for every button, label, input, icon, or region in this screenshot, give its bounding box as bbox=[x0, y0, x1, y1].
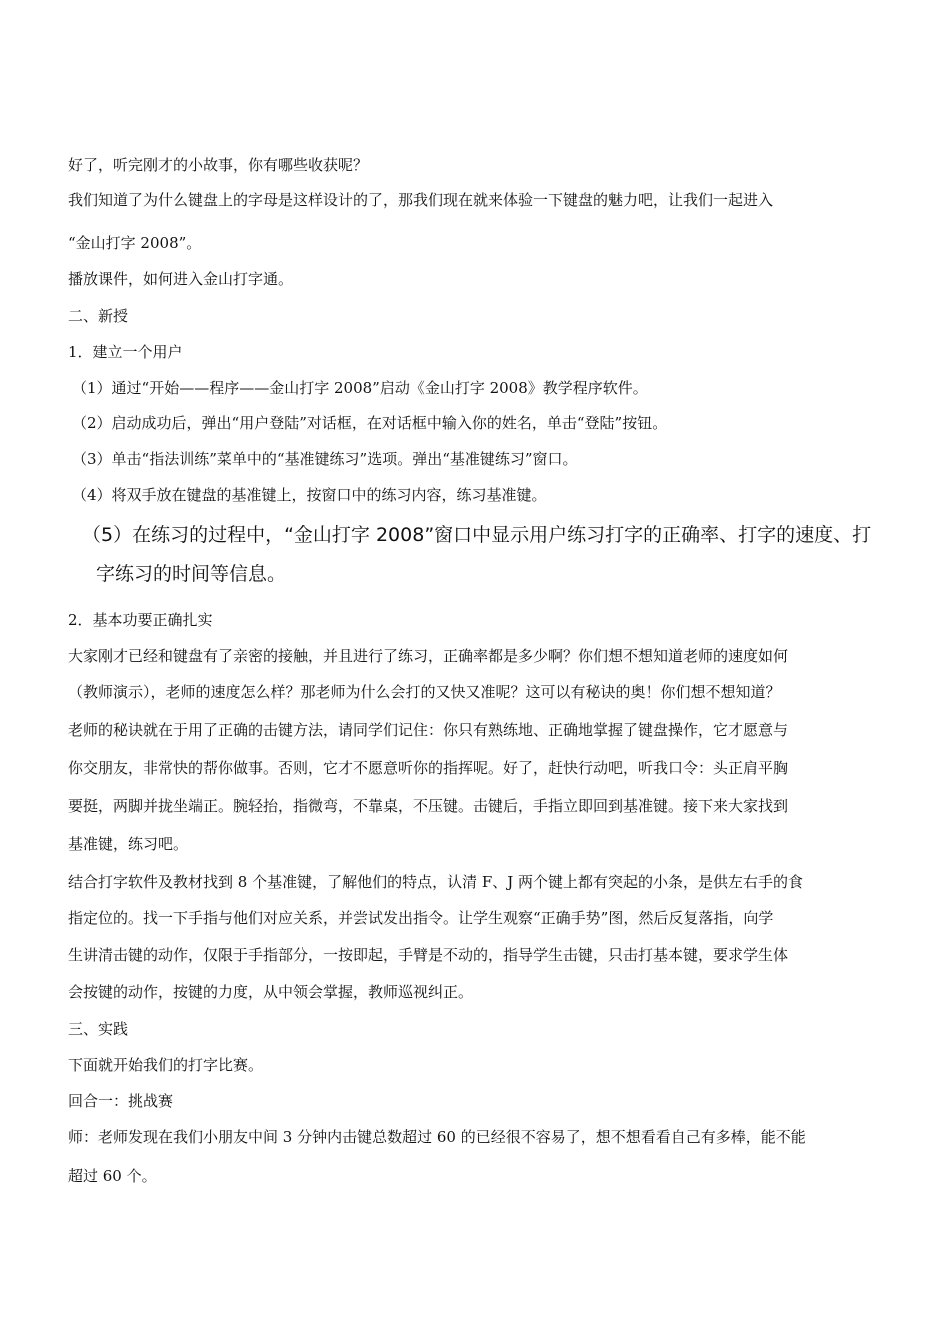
text-line: 好了，听完刚才的小故事，你有哪些收获呢？ bbox=[68, 156, 369, 174]
paragraph-line: 你交朋友，非常快的帮你做事。否则，它才不愿意听你的指挥呢。好了，赶快行动吧，听我口令：头正肩平胸 bbox=[68, 759, 789, 777]
paragraph-line: 下面就开始我们的打字比赛。 bbox=[68, 1056, 264, 1074]
paragraph-line: 结合打字软件及教材找到 8 个基准键，了解他们的特点，认清 F、J 两个键上都有突起的小条，是供左右手的食 bbox=[68, 873, 804, 891]
paragraph-line: 指定位的。找一下手指与他们对应关系，并尝试发出指令。让学生观察“正确手势”图，然后反复落指，向学 bbox=[68, 909, 774, 927]
step-item-large: （5）在练习的过程中，“金山打字 2008”窗口中显示用户练习打字的正确率、打字的速度、打 bbox=[82, 524, 872, 546]
text-line: 播放课件，如何进入金山打字通。 bbox=[68, 270, 294, 288]
paragraph-line: 超过 60 个。 bbox=[68, 1167, 157, 1185]
step-item: （4）将双手放在键盘的基准键上，按窗口中的练习内容，练习基准键。 bbox=[72, 486, 547, 504]
subsection-heading: 1．建立一个用户 bbox=[68, 343, 183, 361]
round-heading: 回合一：挑战赛 bbox=[68, 1092, 174, 1110]
step-item: （3）单击“指法训练”菜单中的“基准键练习”选项。弹出“基准键练习”窗口。 bbox=[72, 450, 578, 468]
paragraph-line: 师：老师发现在我们小朋友中间 3 分钟内击键总数超过 60 的已经很不容易了，想不想看看自己有多棒，能不能 bbox=[68, 1128, 806, 1146]
text-line: “金山打字 2008”。 bbox=[68, 234, 202, 252]
step-item-large-continued: 字练习的时间等信息。 bbox=[96, 563, 287, 585]
text-line: 我们知道了为什么键盘上的字母是这样设计的了，那我们现在就来体验一下键盘的魅力吧，让我们一起进入 bbox=[68, 191, 774, 209]
paragraph-line: （教师演示），老师的速度怎么样？那老师为什么会打的又快又准呢？这可以有秘诀的奥！你们想不想知道？ bbox=[68, 683, 781, 701]
step-item: （2）启动成功后，弹出“用户登陆”对话框，在对话框中输入你的姓名，单击“登陆”按钮。 bbox=[72, 414, 668, 432]
subsection-heading: 2．基本功要正确扎实 bbox=[68, 611, 213, 629]
section-heading: 三、实践 bbox=[68, 1020, 129, 1038]
paragraph-line: 要挺，两脚并拢坐端正。腕轻抬，指微弯，不靠桌，不压键。击键后，手指立即回到基准键。接下来大家找到 bbox=[68, 797, 789, 815]
paragraph-line: 生讲清击键的动作，仅限于手指部分，一按即起，手臂是不动的，指导学生击键，只击打基本键，要求学生体 bbox=[68, 946, 789, 964]
section-heading: 二、新授 bbox=[68, 307, 129, 325]
paragraph-line: 基准键，练习吧。 bbox=[68, 835, 189, 853]
paragraph-line: 老师的秘诀就在于用了正确的击键方法，请同学们记住：你只有熟练地、正确地掌握了键盘操作，它才愿意与 bbox=[68, 721, 789, 739]
paragraph-line: 大家刚才已经和键盘有了亲密的接触，并且进行了练习，正确率都是多少啊？你们想不想知道老师的速度如何 bbox=[68, 647, 789, 665]
step-item: （1）通过“开始——程序——金山打字 2008”启动《金山打字 2008》教学程序软件。 bbox=[72, 379, 648, 397]
paragraph-line: 会按键的动作，按键的力度，从中领会掌握，教师巡视纠正。 bbox=[68, 983, 474, 1001]
